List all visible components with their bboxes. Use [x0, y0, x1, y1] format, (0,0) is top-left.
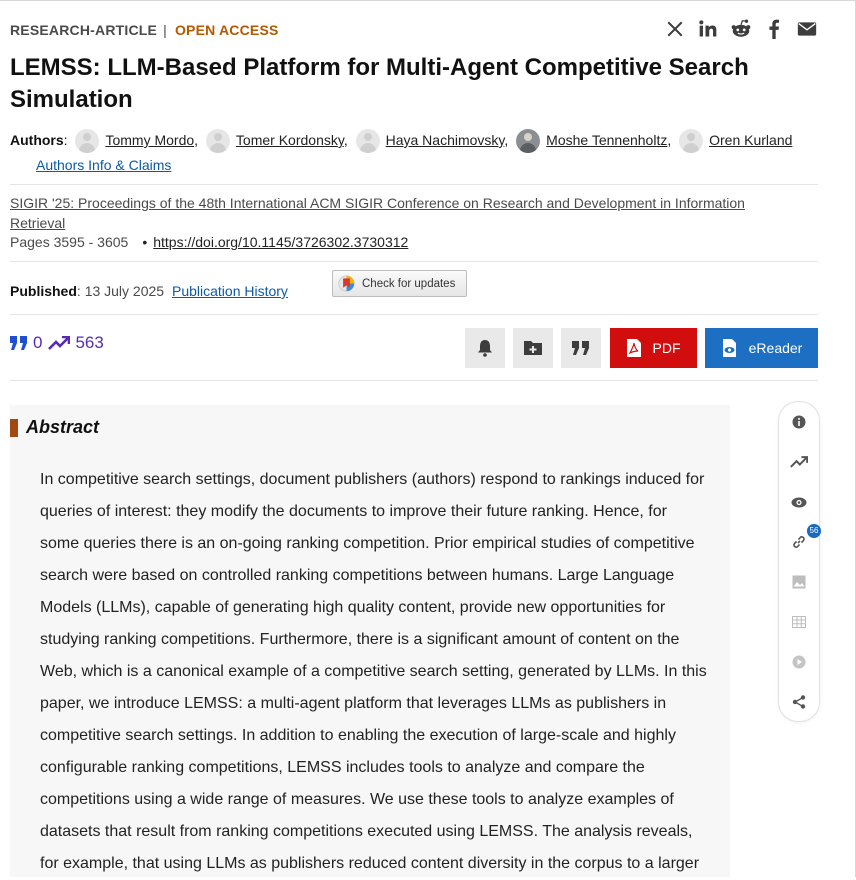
- author-link[interactable]: Oren Kurland: [709, 132, 793, 148]
- avatar: [75, 129, 99, 153]
- abstract-accent-bar: [10, 419, 18, 437]
- email-icon[interactable]: [796, 18, 818, 40]
- pdf-icon: [627, 339, 641, 357]
- tag-separator: |: [163, 22, 167, 38]
- citation-count[interactable]: 0: [33, 333, 43, 352]
- article-tags: [10, 22, 279, 38]
- pages-doi: [10, 234, 408, 250]
- ereader-icon: [721, 339, 737, 357]
- reddit-icon[interactable]: [730, 18, 752, 40]
- author-item: Haya Nachimovsky,: [352, 132, 509, 148]
- divider: [10, 261, 818, 262]
- trending-up-icon: [48, 336, 70, 350]
- avatar: [206, 129, 230, 153]
- pdf-button[interactable]: [610, 328, 697, 368]
- references-badge: 56: [807, 524, 821, 538]
- linkedin-icon[interactable]: [697, 18, 719, 40]
- image-icon[interactable]: [789, 572, 809, 592]
- share-icon[interactable]: [789, 692, 809, 712]
- side-rail: [778, 401, 820, 722]
- article-title: LEMSS: LLM-Based Platform for Multi-Agent Competitive Search Simulation: [10, 54, 749, 113]
- cite-button[interactable]: [561, 328, 601, 368]
- table-icon[interactable]: [789, 612, 809, 632]
- folder-plus-icon: [523, 340, 543, 356]
- share-bar: [664, 18, 818, 40]
- article-type: RESEARCH-ARTICLE: [10, 22, 158, 38]
- proceedings-link[interactable]: SIGIR '25: Proceedings of the 48th International ACM SIGIR Conference on Research and Development in Information Retrieval: [10, 195, 745, 231]
- add-to-binder-button[interactable]: [513, 328, 553, 368]
- authors-info-link[interactable]: Authors Info & Claims: [36, 157, 172, 174]
- download-count[interactable]: 563: [75, 333, 104, 352]
- abstract-section: [10, 405, 730, 877]
- author-link[interactable]: Haya Nachimovsky: [385, 132, 505, 148]
- author-link[interactable]: Moshe Tennenholtz: [546, 132, 668, 148]
- top-border: [0, 0, 856, 1]
- published-label: Published: [10, 283, 77, 299]
- crossmark-icon: [338, 275, 355, 292]
- article-actions: [465, 328, 818, 368]
- facebook-icon[interactable]: [763, 18, 785, 40]
- ereader-button[interactable]: [705, 328, 818, 368]
- alert-button[interactable]: [465, 328, 505, 368]
- author-link[interactable]: Tomer Kordonsky: [235, 132, 344, 148]
- divider: [10, 314, 818, 315]
- bell-icon: [477, 339, 493, 357]
- author-list: Authors: Tommy Mordo, Tomer Kordonsky, Haya Nachimovsky, Moshe Tennenholtz, Oren Kurland Authors Info & Claims: [10, 128, 800, 177]
- abstract-header: [10, 417, 99, 438]
- published-info: Published: 13 July 2025 Publication History: [10, 283, 288, 299]
- info-icon[interactable]: [789, 412, 809, 432]
- author-item: [675, 132, 792, 148]
- trending-icon[interactable]: [789, 452, 809, 472]
- authors-label: Authors: [10, 132, 64, 148]
- abstract-heading: Abstract: [26, 417, 100, 437]
- author-item: Tommy Mordo,: [71, 132, 198, 148]
- open-access-badge: OPEN ACCESS: [174, 22, 279, 38]
- check-for-updates-label: Check for updates: [362, 277, 456, 290]
- check-for-updates-button[interactable]: [332, 270, 467, 297]
- ereader-label: eReader: [748, 340, 803, 356]
- metrics-bar: [10, 333, 110, 353]
- link-icon[interactable]: [789, 526, 819, 552]
- play-icon[interactable]: [789, 652, 809, 672]
- x-icon[interactable]: [664, 18, 686, 40]
- avatar: [516, 129, 540, 153]
- proceedings: [10, 193, 770, 233]
- doi-link[interactable]: https://doi.org/10.1145/3726302.3730312: [153, 234, 409, 250]
- bullet: •: [142, 234, 148, 250]
- author-item: Moshe Tennenholtz,: [512, 132, 671, 148]
- author-link[interactable]: Tommy Mordo: [105, 132, 195, 148]
- avatar: [679, 129, 703, 153]
- eye-icon[interactable]: [789, 492, 809, 512]
- abstract-text: In competitive search settings, document publishers (authors) respond to rankings induced for queries of interest: they modify the documents to improve their future ranking. Hence, for some queries there is an on-going ranking competition. Prior empirical studies of competitive search were based on controlled ranking competitions between humans. Large Language Models (LLMs), capable of generating high quality content, provide new opportunities for studying ranking competitions. Furthermore, there is a significant amount of content on the Web, which is a canonical example of a competitive search setting, generated by LLMs. In this paper, we introduce LEMSS: a multi-agent platform that leverages LLMs as publishers in competitive search settings. In addition to enabling the execution of large-scale and highly configurable ranking competitions, LEMSS includes tools to analyze and compare the competitions using a wide range of measures. We use these tools to analyze examples of datasets that result from ranking competitions executed using LEMSS. The analysis reveals, for example, that using LLMs as publishers reduced content diversity in the corpus to a larger: [40, 471, 707, 872]
- avatar: [356, 129, 380, 153]
- page-range: Pages 3595 - 3605: [10, 234, 129, 250]
- publication-history-link[interactable]: Publication History: [171, 283, 288, 299]
- pdf-label: PDF: [652, 340, 681, 356]
- author-item: Tomer Kordonsky,: [202, 132, 348, 148]
- published-date: 13 July 2025: [84, 283, 165, 299]
- quote-icon: [572, 341, 590, 355]
- divider: [10, 184, 818, 185]
- citation-quote-icon: [10, 336, 28, 350]
- divider: [10, 380, 818, 381]
